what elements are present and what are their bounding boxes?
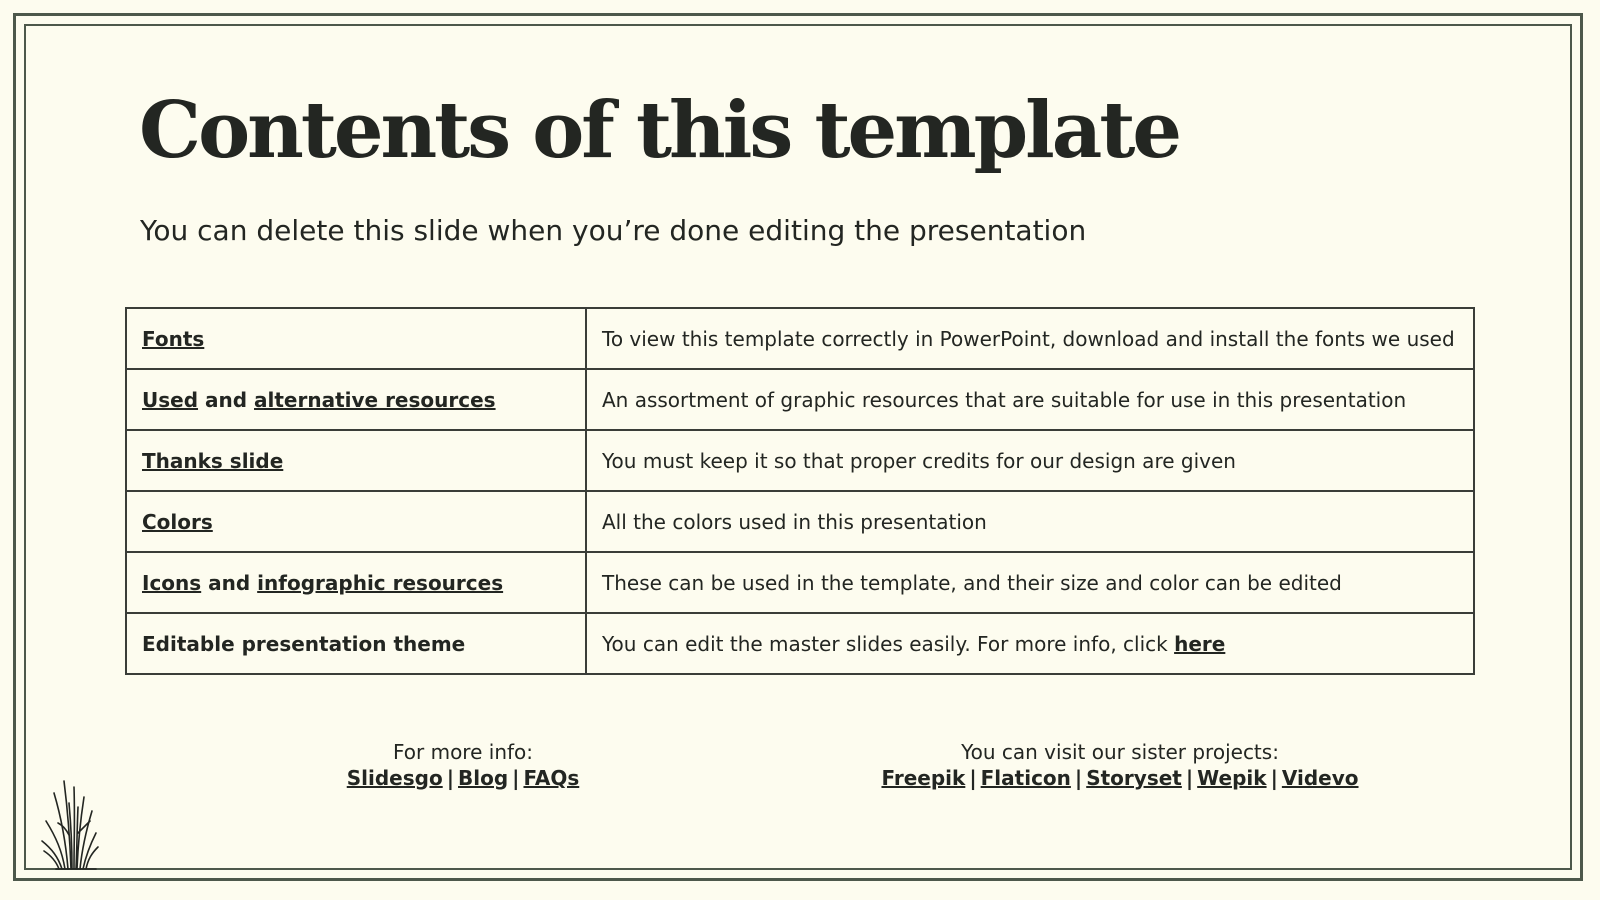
row-description xyxy=(586,369,1474,430)
footer-link-slidesgo[interactable]: Slidesgo xyxy=(346,766,443,790)
footer-link-freepik[interactable]: Freepik xyxy=(881,766,966,790)
table-row xyxy=(126,552,1474,613)
footer-link-blog[interactable]: Blog xyxy=(458,766,509,790)
row-description xyxy=(586,552,1474,613)
row-label xyxy=(126,369,586,430)
footer-link-faqs[interactable]: FAQs xyxy=(523,766,580,790)
table-row xyxy=(126,369,1474,430)
row-label-text: and xyxy=(201,570,258,595)
row-description xyxy=(586,613,1474,674)
row-label-link[interactable]: Icons xyxy=(142,570,202,595)
row-description xyxy=(586,308,1474,369)
footer-sister-projects xyxy=(880,739,1360,791)
footer-more-info xyxy=(340,739,586,791)
row-description xyxy=(586,491,1474,552)
row-description-text: You can edit the master slides easily. For more info, click xyxy=(602,631,1175,656)
link-separator: | xyxy=(512,766,520,790)
row-description-text: You must keep it so that proper credits for our design are given xyxy=(602,448,1236,473)
row-label xyxy=(126,430,586,491)
row-description-text: All the colors used in this presentation xyxy=(602,509,987,534)
link-separator: | xyxy=(1185,766,1194,790)
link-separator: | xyxy=(1074,766,1083,790)
row-label-link[interactable]: alternative resources xyxy=(254,387,496,412)
row-label-link[interactable]: Used xyxy=(142,387,199,412)
footer-sister-projects-links xyxy=(880,765,1360,791)
row-label xyxy=(126,613,586,674)
footer-link-wepik[interactable]: Wepik xyxy=(1197,766,1267,790)
row-description-text: To view this template correctly in PowerPoint, download and install the fonts we used xyxy=(602,326,1455,351)
row-label-text: and xyxy=(198,387,255,412)
footer-link-storyset[interactable]: Storyset xyxy=(1086,766,1182,790)
row-label-link[interactable]: infographic resources xyxy=(257,570,504,595)
table-row xyxy=(126,613,1474,674)
link-separator: | xyxy=(969,766,977,790)
table-row xyxy=(126,430,1474,491)
row-label-link[interactable]: Fonts xyxy=(142,326,205,351)
footer-more-info-heading: For more info: xyxy=(392,740,534,764)
row-label-link[interactable]: Colors xyxy=(142,509,213,534)
here-link[interactable]: here xyxy=(1174,631,1226,656)
grass-icon xyxy=(38,775,102,871)
table-row xyxy=(126,491,1474,552)
page-subtitle: You can delete this slide when you’re done editing the presentation xyxy=(140,214,1087,247)
table-row xyxy=(126,308,1474,369)
footer-link-flaticon[interactable]: Flaticon xyxy=(980,766,1071,790)
row-label xyxy=(126,491,586,552)
link-separator: | xyxy=(446,766,455,790)
row-label-text: Editable presentation theme xyxy=(142,631,466,656)
footer-more-info-links xyxy=(340,765,586,791)
page-title: Contents of this template xyxy=(139,85,1180,176)
footer-sister-projects-heading: You can visit our sister projects: xyxy=(961,740,1279,764)
row-description xyxy=(586,430,1474,491)
row-label xyxy=(126,308,586,369)
row-description-text: An assortment of graphic resources that are suitable for use in this presentation xyxy=(602,387,1407,412)
row-description-text: These can be used in the template, and their size and color can be edited xyxy=(602,570,1342,595)
row-label-link[interactable]: Thanks slide xyxy=(142,448,284,473)
link-separator: | xyxy=(1270,766,1278,790)
footer-link-videvo[interactable]: Videvo xyxy=(1281,766,1359,790)
contents-table xyxy=(125,307,1475,675)
row-label xyxy=(126,552,586,613)
